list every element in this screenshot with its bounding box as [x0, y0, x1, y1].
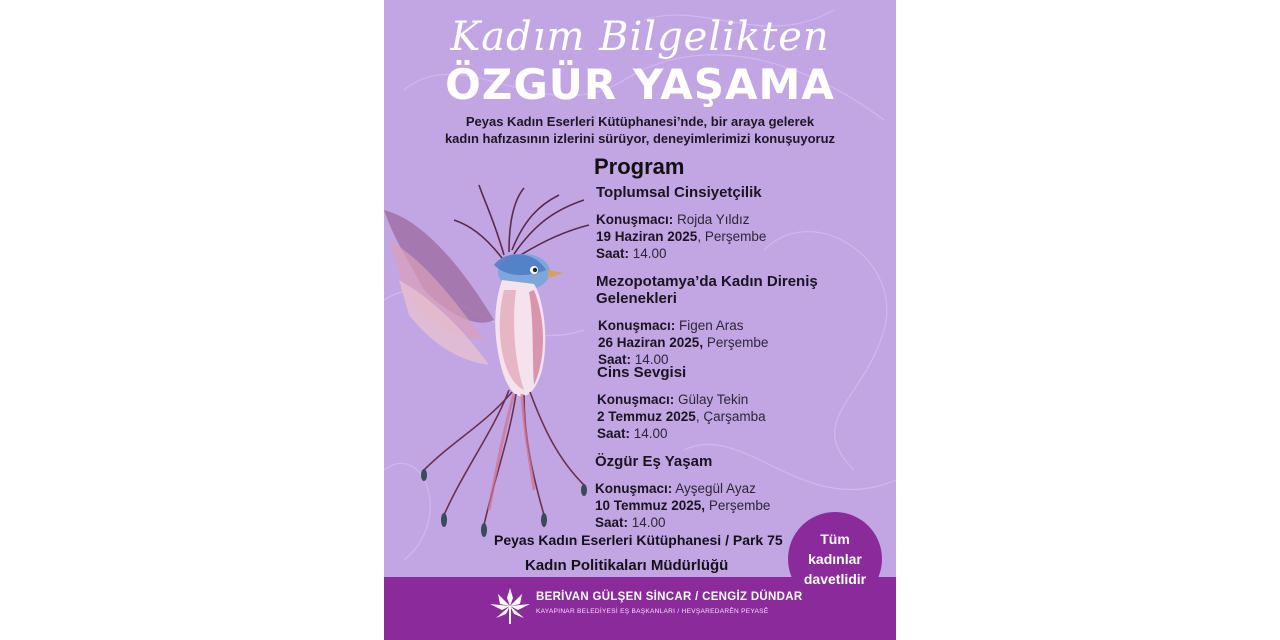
venue-text: Peyas Kadın Eserleri Kütüphanesi / Park 75 — [494, 532, 783, 548]
time-label: Saat: — [597, 426, 631, 441]
day-value: , Perşembe — [697, 229, 767, 244]
program-heading: Program — [594, 154, 685, 179]
event-date — [596, 334, 896, 351]
speaker-label: Konuşmacı: — [595, 481, 673, 496]
speaker-name: Gülay Tekin — [674, 392, 749, 407]
event-date — [595, 497, 770, 514]
time-label: Saat: — [598, 352, 632, 367]
footer-names: BERİVAN GÜLŞEN SİNCAR / CENGİZ DÜNDAR — [536, 591, 803, 603]
invite-line-3: davetlidir — [803, 571, 867, 587]
bird-phoenix-illustration — [384, 180, 604, 550]
event-speaker — [595, 480, 770, 497]
time-label: Saat: — [595, 515, 629, 530]
time-value: 14.00 — [631, 352, 669, 367]
date-value: 10 Temmuz 2025, — [595, 498, 706, 513]
day-value: Perşembe — [703, 335, 769, 350]
day-value: Perşembe — [705, 498, 771, 513]
time-value: 14.00 — [630, 426, 668, 441]
date-value: 2 Temmuz 2025 — [597, 409, 696, 424]
event-item — [596, 273, 896, 368]
event-item — [597, 364, 766, 442]
poster-script-title: Kadım Bilgelikten — [450, 14, 830, 60]
speaker-name: Rojda Yıldız — [673, 212, 750, 227]
event-poster — [384, 0, 896, 640]
event-item — [596, 184, 766, 262]
day-value: , Çarşamba — [695, 409, 766, 424]
event-title: Mezopotamya’da Kadın Direniş Gelenekleri — [596, 273, 818, 307]
event-time — [596, 245, 766, 262]
speaker-name: Figen Aras — [675, 318, 744, 333]
event-title: Toplumsal Cinsiyetçilik — [596, 184, 762, 201]
speaker-label: Konuşmacı: — [596, 212, 674, 227]
event-time — [595, 514, 770, 531]
invite-line-2: kadınlar — [808, 551, 862, 567]
event-speaker — [596, 211, 766, 228]
intro-line-1: Peyas Kadın Eserleri Kütüphanesi’nde, bir araya gelerek — [465, 114, 815, 129]
event-date — [597, 408, 766, 425]
department-text: Kadın Politikaları Müdürlüğü — [525, 557, 729, 574]
poster-intro — [384, 113, 896, 147]
time-value: 14.00 — [628, 515, 666, 530]
poster-main-title: ÖZGÜR YAŞAMA — [445, 60, 835, 109]
event-speaker — [596, 317, 896, 334]
time-value: 14.00 — [629, 246, 667, 261]
speaker-label: Konuşmacı: — [597, 392, 675, 407]
speaker-name: Ayşegül Ayaz — [672, 481, 756, 496]
intro-line-2: kadın hafızasının izlerini sürüyor, deneyimlerimizi konuşuyoruz — [444, 131, 836, 146]
event-date — [596, 228, 766, 245]
invite-line-1: Tüm — [820, 531, 850, 547]
event-item — [595, 453, 770, 531]
event-title: Özgür Eş Yaşam — [595, 453, 713, 470]
leaf-emblem-icon — [488, 586, 532, 626]
date-value: 26 Haziran 2025, — [598, 335, 704, 350]
footer-subtitle: KAYAPINAR BELEDİYESİ EŞ BAŞKANLARI / HEVŞAREDARÊN PEYASÊ — [536, 608, 769, 615]
speaker-label: Konuşmacı: — [598, 318, 676, 333]
invite-badge — [788, 512, 882, 606]
event-speaker — [597, 391, 766, 408]
event-time — [597, 425, 766, 442]
event-title: Cins Sevgisi — [597, 364, 687, 381]
date-value: 19 Haziran 2025 — [596, 229, 698, 244]
time-label: Saat: — [596, 246, 630, 261]
